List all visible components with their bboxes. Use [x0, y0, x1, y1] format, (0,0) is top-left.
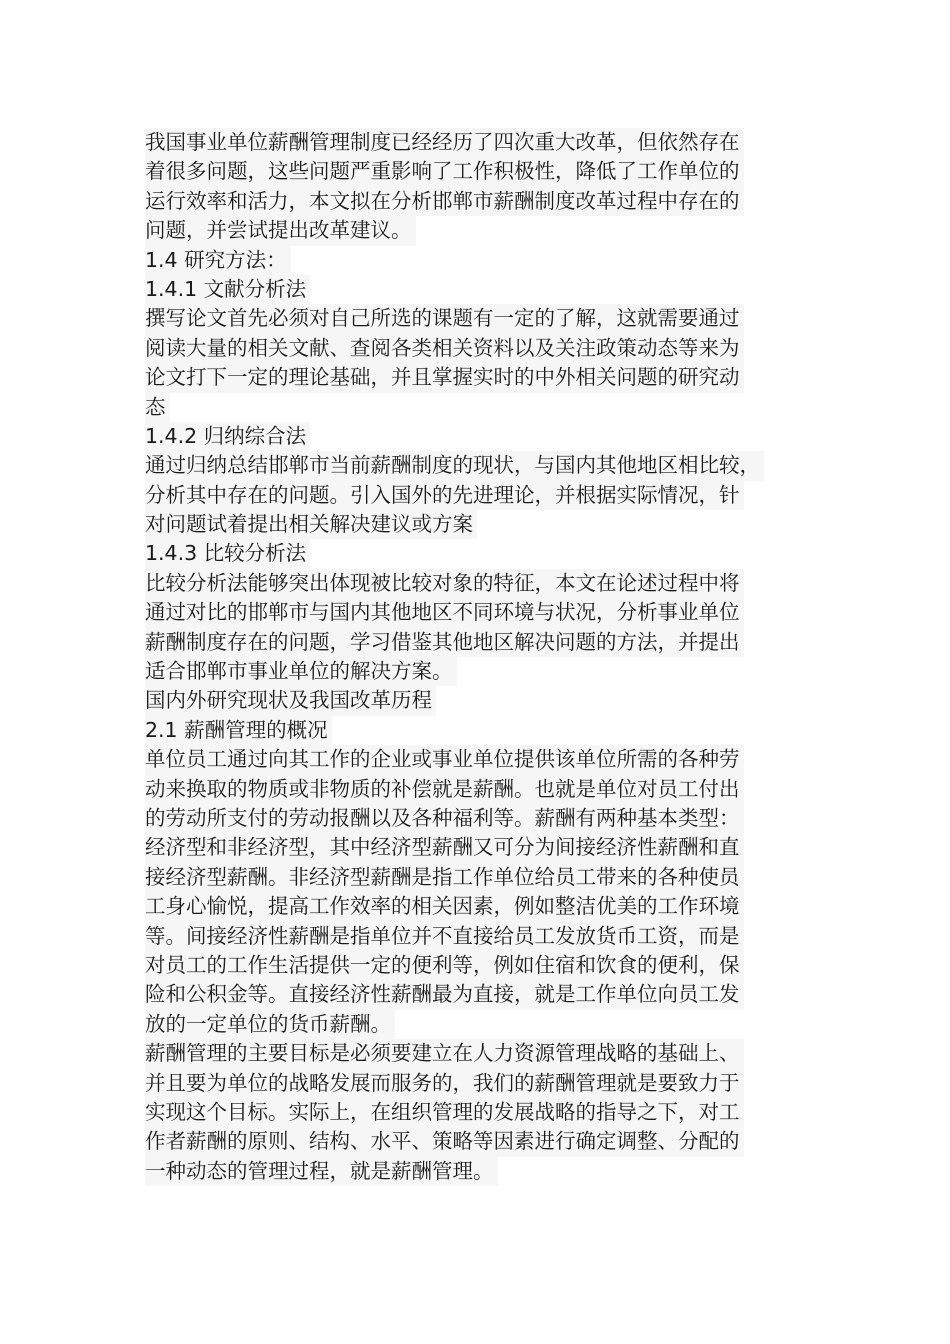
- text-line: [145, 922, 825, 951]
- text-line-content: 撰写论文首先必须对自己所选的课题有一定的了解，这就需要通过: [145, 304, 744, 333]
- text-line-content: 薪酬管理的主要目标是必须要建立在人力资源管理战略的基础上、: [145, 1039, 744, 1068]
- text-line-content: 态: [145, 393, 170, 422]
- text-line: [145, 393, 825, 422]
- text-line-content: 作者薪酬的原则、结构、水平、策略等因素进行确定调整、分配的: [145, 1127, 744, 1156]
- section-heading: [145, 716, 825, 745]
- section-heading: [145, 422, 825, 451]
- text-line-content: 通过对比的邯郸市与国内其他地区不同环境与状况，分析事业单位: [145, 598, 744, 627]
- text-line-content: 对员工的工作生活提供一定的便利等，例如住宿和饮食的便利，保: [145, 951, 744, 980]
- chapter-heading-text: 国内外研究现状及我国改革历程: [145, 686, 436, 715]
- text-line-content: 我国事业单位薪酬管理制度已经经历了四次重大改革，但依然存在: [145, 128, 744, 157]
- text-line: [145, 1098, 825, 1127]
- section-heading-text: 2.1 薪酬管理的概况: [145, 716, 332, 745]
- text-line-content: 着很多问题，这些问题严重影响了工作积极性，降低了工作单位的: [145, 157, 744, 186]
- section-heading-text: 1.4 研究方法：: [145, 246, 291, 275]
- text-line-content: 问题，并尝试提出改革建议。: [145, 216, 416, 245]
- text-line-content: 等。间接经济性薪酬是指单位并不直接给员工发放货币工资，而是: [145, 922, 744, 951]
- text-line: [145, 363, 825, 392]
- text-line-content: 论文打下一定的理论基础，并且掌握实时的中外相关问题的研究动: [145, 363, 744, 392]
- text-line-content: 通过归纳总结邯郸市当前薪酬制度的现状，与国内其他地区相比较，: [145, 451, 764, 480]
- text-line: [145, 1069, 825, 1098]
- section-heading-text: 1.4.2 归纳综合法: [145, 422, 310, 451]
- text-line: [145, 1157, 825, 1186]
- section-heading-text: 1.4.3 比较分析法: [145, 539, 310, 568]
- text-line: [145, 187, 825, 216]
- text-line: [145, 745, 825, 774]
- text-line: [145, 863, 825, 892]
- section-heading: [145, 246, 825, 275]
- document-body: [145, 128, 825, 1186]
- text-line-content: 放的一定单位的货币薪酬。: [145, 1010, 395, 1039]
- section-heading: [145, 539, 825, 568]
- text-line: [145, 157, 825, 186]
- text-line: [145, 628, 825, 657]
- text-line: [145, 334, 825, 363]
- text-line-content: 接经济型薪酬。非经济型薪酬是指工作单位给员工带来的各种使员: [145, 863, 744, 892]
- text-line: [145, 951, 825, 980]
- text-line-content: 工身心愉悦，提高工作效率的相关因素，例如整洁优美的工作环境: [145, 892, 744, 921]
- text-line-content: 比较分析法能够突出体现被比较对象的特征，本文在论述过程中将: [145, 569, 744, 598]
- text-line: [145, 304, 825, 333]
- text-line: [145, 128, 825, 157]
- text-line: [145, 892, 825, 921]
- section-heading-text: 1.4.1 文献分析法: [145, 275, 310, 304]
- text-line: [145, 598, 825, 627]
- text-line-content: 阅读大量的相关文献、查阅各类相关资料以及关注政策动态等来为: [145, 334, 744, 363]
- text-line-content: 的劳动所支付的劳动报酬以及各种福利等。薪酬有两种基本类型：: [145, 804, 744, 833]
- text-line: [145, 1127, 825, 1156]
- text-line: [145, 1039, 825, 1068]
- text-line-content: 并且要为单位的战略发展而服务的，我们的薪酬管理就是要致力于: [145, 1069, 744, 1098]
- text-line: [145, 804, 825, 833]
- text-line-content: 动来换取的物质或非物质的补偿就是薪酬。也就是单位对员工付出: [145, 775, 744, 804]
- text-line-content: 适合邯郸市事业单位的解决方案。: [145, 657, 457, 686]
- text-line-content: 分析其中存在的问题。引入国外的先进理论，并根据实际情况，针: [145, 481, 744, 510]
- text-line-content: 险和公积金等。直接经济性薪酬最为直接，就是工作单位向员工发: [145, 980, 744, 1009]
- text-line-content: 实现这个目标。实际上，在组织管理的发展战略的指导之下，对工: [145, 1098, 744, 1127]
- text-line: [145, 1010, 825, 1039]
- text-line: [145, 657, 825, 686]
- text-line: [145, 510, 825, 539]
- text-line: [145, 980, 825, 1009]
- text-line: [145, 569, 825, 598]
- chapter-heading: [145, 686, 825, 715]
- text-line: [145, 833, 825, 862]
- text-line-content: 一种动态的管理过程，就是薪酬管理。: [145, 1157, 498, 1186]
- text-line-content: 单位员工通过向其工作的企业或事业单位提供该单位所需的各种劳: [145, 745, 744, 774]
- text-line: [145, 216, 825, 245]
- text-line: [145, 481, 825, 510]
- text-line: [145, 451, 825, 480]
- text-line-content: 薪酬制度存在的问题，学习借鉴其他地区解决问题的方法，并提出: [145, 628, 744, 657]
- text-line-content: 运行效率和活力，本文拟在分析邯郸市薪酬制度改革过程中存在的: [145, 187, 744, 216]
- text-line-content: 经济型和非经济型，其中经济型薪酬又可分为间接经济性薪酬和直: [145, 833, 744, 862]
- section-heading: [145, 275, 825, 304]
- text-line: [145, 775, 825, 804]
- text-line-content: 对问题试着提出相关解决建议或方案: [145, 510, 477, 539]
